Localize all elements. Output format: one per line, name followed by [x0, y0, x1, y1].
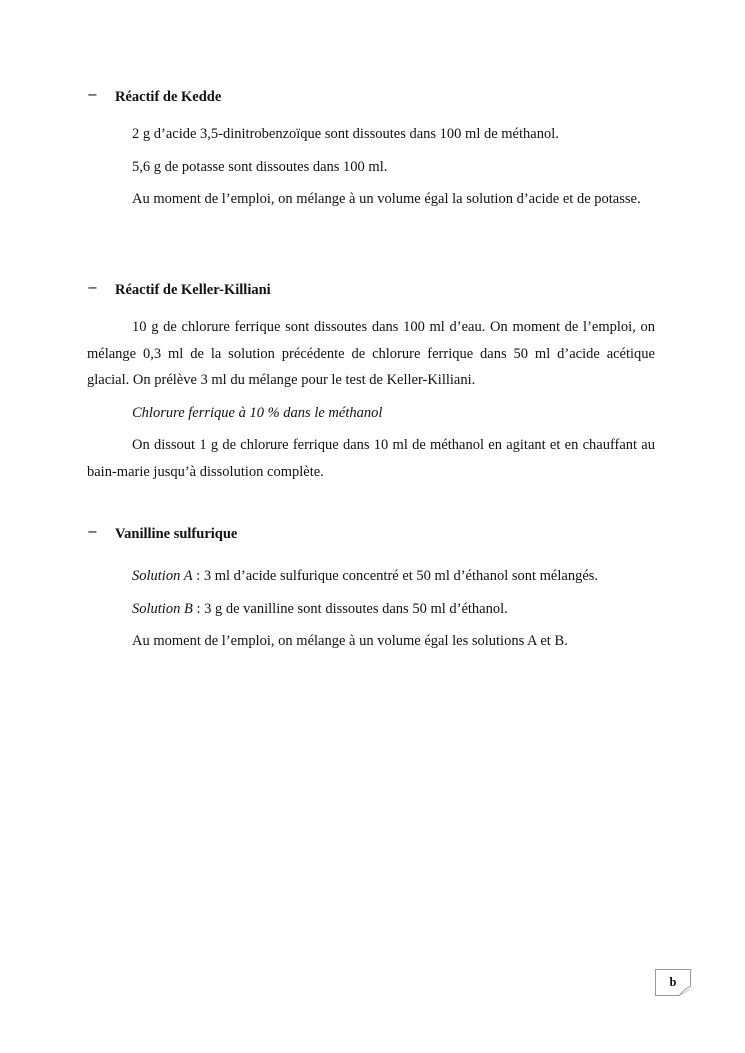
solution-a-text: : 3 ml d’acide sulfurique concentré et 50 ml d’éthanol sont mélangés. — [192, 568, 599, 584]
section-heading — [87, 526, 655, 542]
paragraph: 10 g de chlorure ferrique sont dissoutes dans 100 ml d’eau. On moment de l’emploi, on mélange 0,3 ml de la solution précédente de chlorure ferrique dans 50 ml d’acide acétique glacial. On prélève 3 ml du mélange pour le test de Keller-Killiani. — [87, 319, 655, 388]
solution-a-paragraph — [87, 563, 655, 590]
section-title: Réactif de Kedde — [115, 89, 222, 105]
section-vanilline-sulfurique — [87, 526, 655, 655]
page-curl-icon — [679, 986, 691, 996]
section-heading — [87, 282, 655, 298]
solution-a-label: Solution A — [132, 568, 193, 584]
solution-b-text: : 3 g de vanilline sont dissoutes dans 50 ml d’éthanol. — [192, 600, 508, 617]
paragraph: Au moment de l’emploi, on mélange à un volume égal la solution d’acide et de potasse. — [132, 191, 641, 207]
paragraph: On dissout 1 g de chlorure ferrique dans 10 ml de méthanol en agitant et en chauffant au bain-marie jusqu’à dissolution complète. — [87, 437, 655, 480]
dash-bullet: − — [87, 525, 98, 540]
italic-subheading: Chlorure ferrique à 10 % dans le méthanol — [132, 404, 383, 421]
dash-bullet: − — [87, 281, 98, 296]
page-number: b — [669, 975, 677, 989]
page-number-box — [655, 969, 691, 996]
dash-bullet: − — [87, 88, 98, 103]
section-title: Réactif de Keller-Killiani — [115, 282, 271, 298]
section-title: Vanilline sulfurique — [115, 526, 238, 542]
paragraph: 2 g d’acide 3,5-dinitrobenzoïque sont dissoutes dans 100 ml de méthanol. — [132, 126, 559, 142]
solution-b-label: Solution B — [132, 600, 193, 617]
section-reactif-keller-killiani — [87, 282, 655, 485]
paragraph: Au moment de l’emploi, on mélange à un volume égal les solutions A et B. — [132, 633, 568, 649]
paragraph: 5,6 g de potasse sont dissoutes dans 100 ml. — [132, 158, 388, 175]
section-heading — [87, 89, 655, 105]
section-reactif-kedde — [87, 89, 655, 213]
solution-b-paragraph — [87, 596, 655, 623]
